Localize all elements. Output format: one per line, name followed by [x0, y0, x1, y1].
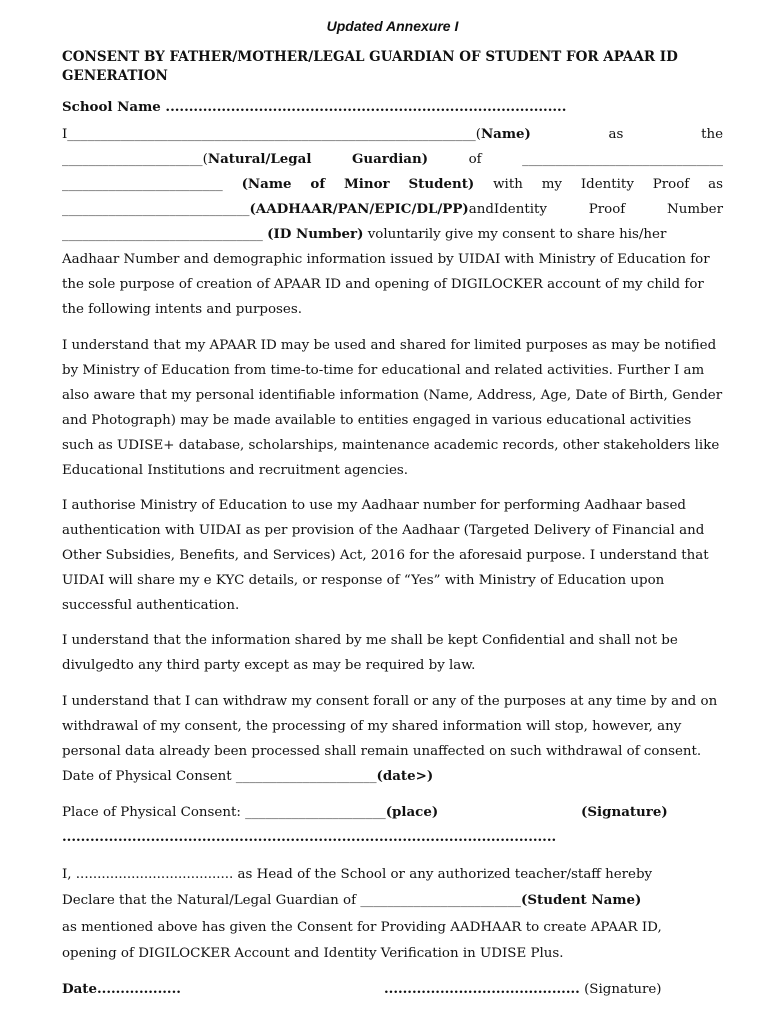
guardian-type-line: _____________________(Natural/Legal Guardian) of ______________________________ [62, 151, 723, 167]
declaration-line-4: opening of DIGILOCKER Account and Identity Verification in UDISE Plus. [62, 946, 564, 961]
footer-signature: .......................................... (Signature) [384, 981, 662, 997]
identity-proof-line: ____________________________(AADHAAR/PAN/EPIC/DL/PP)andIdentity Proof Number [62, 201, 723, 217]
consent-paragraph-1: Aadhaar Number and demographic information issued by UIDAI with Ministry of Education for the sole purpose of creation of APAAR ID and opening of DIGILOCKER account of my child for the following intents and purposes. [62, 252, 710, 317]
name-blank: I_____________________________________________________________(Name) [62, 126, 531, 142]
footer-date: Date.................. [62, 981, 181, 997]
annexure-header: Updated Annexure I [326, 18, 459, 34]
signature-label: (Signature) [581, 804, 668, 820]
form-title: CONSENT BY FATHER/MOTHER/LEGAL GUARDIAN OF STUDENT FOR APAAR ID GENERATION [62, 49, 678, 84]
consent-paragraph-3: I authorise Ministry of Education to use my Aadhaar number for performing Aadhaar based authentication with UIDAI as per provision of the Aadhaar (Targeted Delivery of Financial and Other Subsidies, Benefits, and Services) Act, 2016 for the aforesaid purpose. I understand that UIDAI will share my e KYC details, or response of “Yes” with Ministry of Education upon successful authentication. [62, 498, 709, 613]
declaration-line-3: as mentioned above has given the Consent for Providing AADHAAR to create APAAR ID, [62, 920, 662, 935]
guardian-name-line: I_____________________________________________________________(Name) as the [62, 122, 723, 147]
consent-paragraph-5: I understand that I can withdraw my consent forall or any of the purposes at any time by and on withdrawal of my consent, the processing of my shared information will stop, however, any personal data already been processed shall remain unaffected on such withdrawal of consent. [62, 694, 718, 759]
declaration-line-2: Declare that the Natural/Legal Guardian of ________________________(Student Name) [62, 892, 642, 908]
school-name-line: School Name ...................................................................................... [62, 99, 567, 115]
date-of-consent-line: Date of Physical Consent _____________________(date>) [62, 768, 434, 784]
consent-paragraph-4: I understand that the information shared by me shall be kept Confidential and shall not be divulgedto any third party except as may be required by law. [62, 633, 678, 673]
place-of-consent-line: Place of Physical Consent: _____________________(place) (Signature) [62, 800, 723, 825]
minor-student-line: ________________________ (Name of Minor Student) with my Identity Proof as [62, 176, 723, 192]
footer-line [62, 977, 723, 1002]
consent-paragraph-2: I understand that my APAAR ID may be used and shared for limited purposes as may be notified by Ministry of Education from time-to-time for educational and related activities. Further I am also aware that my personal identifiable information (Name, Address, Age, Date of Birth, Gender and Photograph) may be made available to entities engaged in various educational activities such as UDISE+ database, scholarships, maintenance academic records, other stakeholders like Educational Institutions and recruitment agencies. [62, 338, 723, 478]
declaration-line-1: I, ..................................... as Head of the School or any authorized teacher/staff hereby [62, 867, 653, 882]
section-divider: .......................................................................................................... [62, 829, 557, 845]
id-number-line: ______________________________ (ID Number) voluntarily give my consent to share his/her [62, 226, 667, 242]
